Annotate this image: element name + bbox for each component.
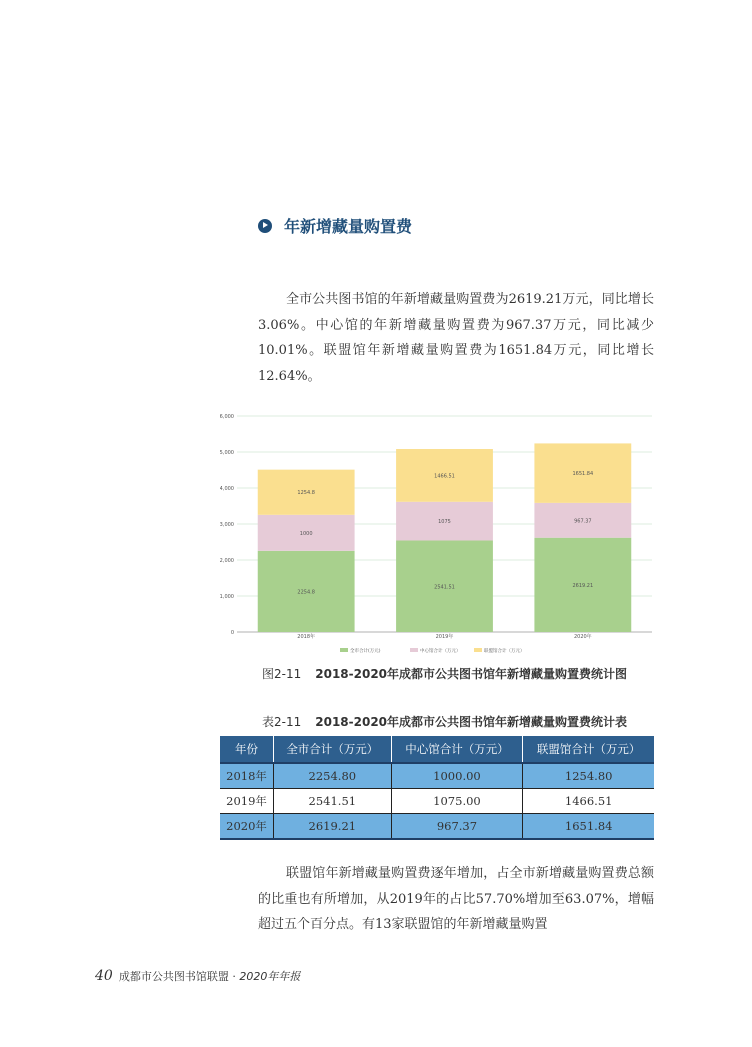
header-year: 年份 [220, 736, 274, 763]
table-cell: 2019年 [220, 789, 274, 814]
section-title: 年新增藏量购置费 [284, 217, 413, 236]
section-heading [258, 214, 412, 237]
footer-report: 2020年年报 [239, 970, 301, 983]
header-alliance-total: 联盟馆合计（万元） [523, 736, 654, 763]
legend-label: 中心馆合计（万元） [420, 649, 461, 654]
chart-canvas [220, 405, 660, 660]
page-footer [95, 968, 300, 984]
table-cell: 1466.51 [523, 789, 654, 814]
table-cell: 1651.84 [523, 814, 654, 840]
table-caption [262, 713, 627, 730]
y-tick-label: 6,000 [220, 414, 234, 420]
body-paragraph-1: 全市公共图书馆的年新增藏量购置费为2619.21万元，同比增长3.06%。中心馆的年新增藏量购置费为967.37万元，同比减少10.01%。联盟馆年新增藏量购置费为1651.84万元，同比增长12.64%。 [258, 292, 654, 384]
legend-swatch [410, 648, 418, 652]
y-tick-label: 3,000 [220, 522, 234, 528]
x-tick-label: 2018年 [297, 634, 316, 640]
legend-swatch [340, 648, 348, 652]
footer-org: 成都市公共图书馆联盟 · [118, 970, 240, 983]
y-tick-label: 1,000 [220, 594, 234, 600]
header-central-total: 中心馆合计（万元） [391, 736, 523, 763]
figure-caption [262, 665, 627, 682]
header-city-total: 全市合计（万元） [274, 736, 392, 763]
x-tick-label: 2020年 [573, 634, 592, 640]
table-cell: 2018年 [220, 763, 274, 789]
table-row [220, 814, 654, 840]
table-cell: 1000.00 [391, 763, 523, 789]
table-cell: 967.37 [391, 814, 523, 840]
table-row [220, 763, 654, 789]
page-number: 40 [95, 968, 113, 984]
table-header-row [220, 736, 654, 763]
table-cell: 1254.80 [523, 763, 654, 789]
x-tick-label: 2019年 [435, 634, 454, 640]
data-label: 1466.51 [434, 473, 455, 480]
y-tick-label: 2,000 [220, 558, 234, 564]
legend-label: 全市合计(万元) [350, 649, 381, 654]
table-cell: 2020年 [220, 814, 274, 840]
data-label: 1000 [299, 530, 313, 537]
y-tick-label: 0 [230, 630, 234, 636]
figure-title: 2018-2020年成都市公共图书馆年新增藏量购置费统计图 [315, 667, 628, 681]
stacked-bar-chart [220, 405, 660, 660]
data-label: 2254.8 [297, 589, 315, 596]
play-bullet-icon [258, 219, 272, 233]
table-row [220, 789, 654, 814]
y-tick-label: 5,000 [220, 450, 234, 456]
legend-label: 联盟馆合计（万元） [484, 649, 525, 654]
data-table [220, 736, 654, 840]
data-label: 967.37 [574, 518, 592, 525]
data-label: 2541.51 [434, 584, 455, 591]
body-paragraph-2: 联盟馆年新增藏量购置费逐年增加，占全市新增藏量购置费总额的比重也有所增加，从2019年的占比57.70%增加至63.07%，增幅超过五个百分点。有13家联盟馆的年新增藏量购置 [258, 866, 654, 932]
table-cell: 2254.80 [274, 763, 392, 789]
figure-number: 图2-11 [262, 667, 302, 681]
data-label: 1075 [438, 519, 451, 526]
table-number: 表2-11 [262, 715, 302, 729]
data-label: 2619.21 [572, 582, 594, 589]
table-title: 2018-2020年成都市公共图书馆年新增藏量购置费统计表 [315, 715, 628, 729]
table-cell: 2619.21 [274, 814, 392, 840]
table-cell: 1075.00 [391, 789, 523, 814]
y-tick-label: 4,000 [220, 486, 234, 492]
legend-swatch [474, 648, 482, 652]
data-label: 1651.84 [572, 471, 594, 478]
data-label: 1254.8 [297, 490, 315, 497]
table-cell: 2541.51 [274, 789, 392, 814]
